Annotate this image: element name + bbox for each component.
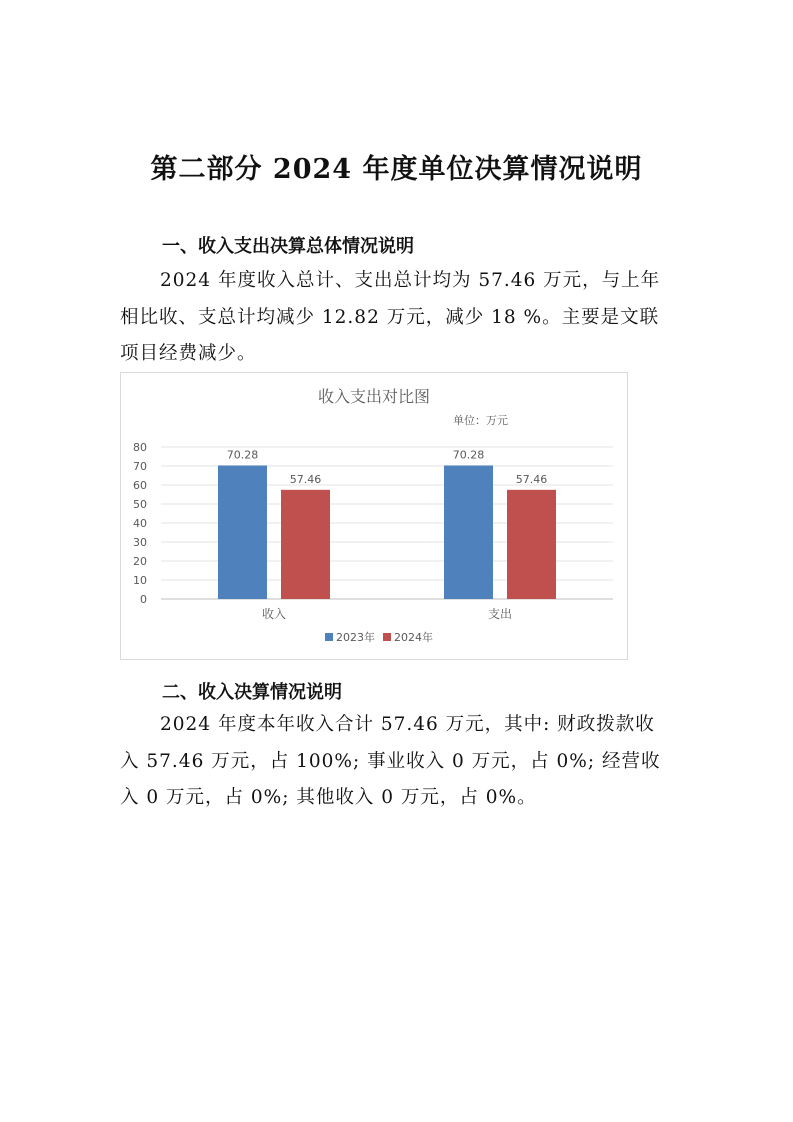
y-tick-label: 0 bbox=[140, 593, 147, 606]
y-tick-label: 10 bbox=[133, 574, 147, 587]
x-tick-label: 收入 bbox=[261, 607, 287, 621]
bar bbox=[507, 490, 556, 599]
data-label: 57.46 bbox=[515, 472, 548, 486]
bar bbox=[444, 465, 493, 599]
y-tick-label: 20 bbox=[133, 555, 147, 568]
y-tick-label: 50 bbox=[133, 498, 147, 511]
section2-paragraph bbox=[120, 707, 680, 817]
section2-line-2: 入 57.46 万元，占 100%; 事业收入 0 万元，占 0%; 经营收 bbox=[120, 750, 661, 772]
bar bbox=[218, 465, 267, 599]
chart-svg bbox=[121, 373, 627, 659]
data-label: 70.28 bbox=[226, 448, 259, 462]
section1-line-1: 2024 年度收入总计、支出总计均为 57.46 万元，与上年 bbox=[160, 270, 661, 291]
section1-line-2: 相比收、支总计均减少 12.82 万元，减少 18 %。主要是文联 bbox=[120, 306, 660, 328]
y-tick-label: 30 bbox=[133, 536, 147, 549]
section1-line-3: 项目经费减少。 bbox=[120, 343, 257, 364]
y-tick-label: 60 bbox=[133, 479, 147, 492]
bar bbox=[281, 490, 330, 599]
section1-heading: 一、收入支出决算总体情况说明 bbox=[162, 236, 414, 257]
y-tick-label: 80 bbox=[133, 441, 147, 454]
legend-swatch bbox=[383, 633, 391, 641]
data-label: 57.46 bbox=[289, 472, 322, 486]
chart-title: 收入支出对比图 bbox=[317, 387, 431, 406]
section1-paragraph bbox=[120, 263, 680, 373]
legend-swatch bbox=[325, 633, 333, 641]
document-title: 第二部分 2024 年度单位决算情况说明 bbox=[150, 154, 643, 185]
x-tick-label: 支出 bbox=[487, 607, 513, 621]
income-expense-chart bbox=[120, 372, 628, 660]
section2-line-1: 2024 年度本年收入合计 57.46 万元，其中: 财政拨款收 bbox=[160, 714, 655, 735]
y-tick-label: 40 bbox=[133, 517, 147, 530]
chart-unit-note: 单位：万元 bbox=[453, 414, 508, 427]
data-label: 70.28 bbox=[452, 448, 485, 462]
section2-line-3: 入 0 万元，占 0%; 其他收入 0 万元，占 0%。 bbox=[120, 787, 537, 808]
legend-label: 2023年 bbox=[336, 631, 375, 644]
section2-heading: 二、收入决算情况说明 bbox=[162, 682, 342, 703]
legend-label: 2024年 bbox=[394, 631, 433, 644]
y-tick-label: 70 bbox=[133, 460, 147, 473]
